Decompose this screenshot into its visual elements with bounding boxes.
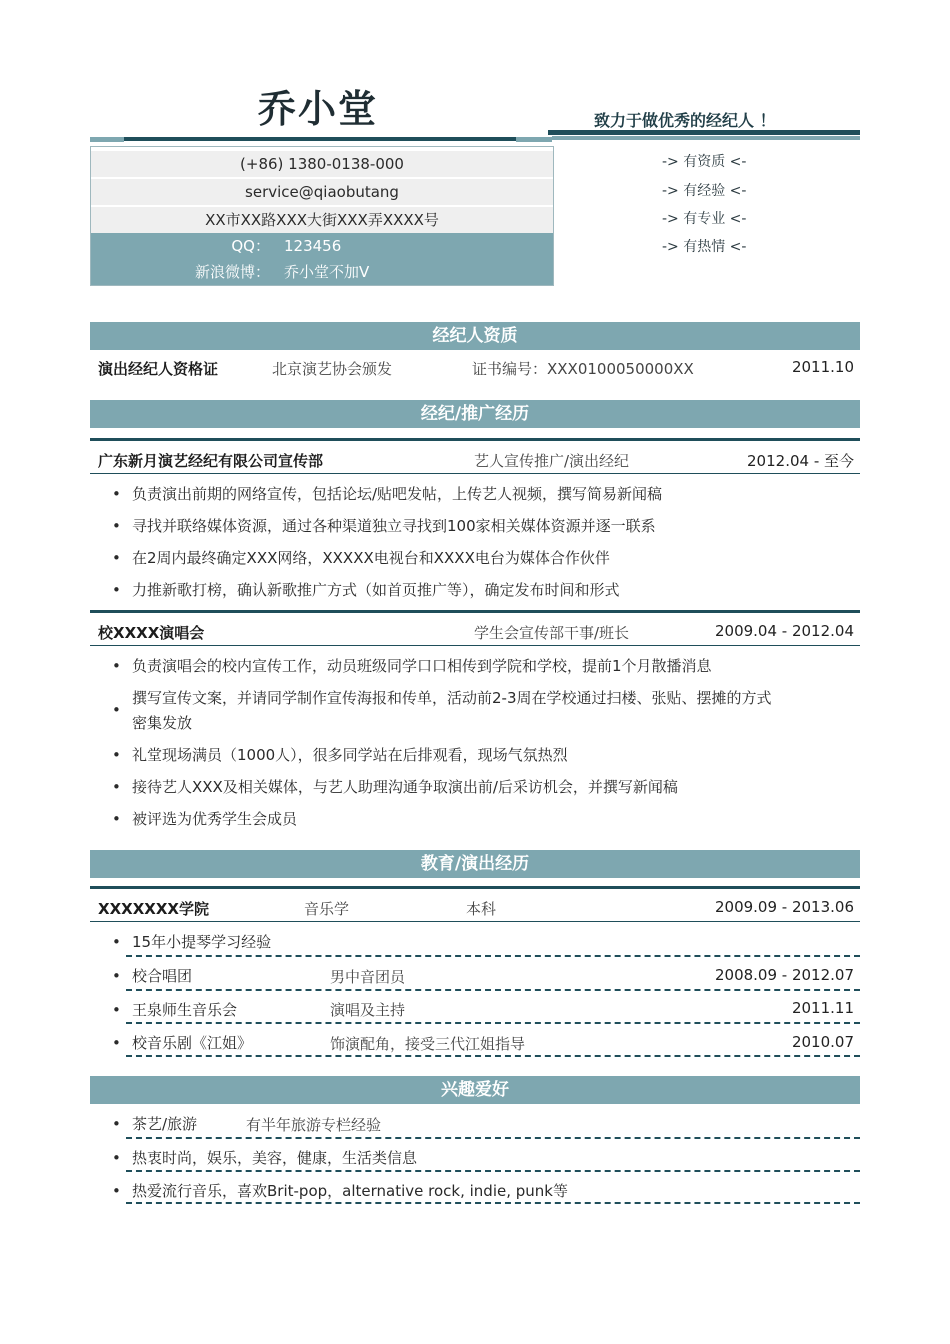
dashed-divider <box>126 1170 860 1172</box>
dashed-divider <box>126 1202 860 1204</box>
edu-item-2-detail: 男中音团员 2008.09 - 2012.07 <box>330 966 854 986</box>
trait-2: -> 有经验 <- <box>662 183 747 199</box>
qq-label: QQ： <box>231 237 270 255</box>
weibo-label: 新浪微博： <box>194 263 270 281</box>
section-experience-title: 经纪/推广经历 <box>90 400 860 428</box>
trait-1: -> 有资质 <- <box>662 154 747 170</box>
header-bar-center <box>124 137 516 141</box>
job2-date: 2009.04 - 2012.04 <box>714 622 854 640</box>
contact-address: XX市XX路XXX大街XXX弄XXXX号 <box>91 207 553 233</box>
dashed-divider <box>126 955 860 957</box>
edu-thin-rule <box>90 921 860 922</box>
edu-item-4-detail: 饰演配角，接受三代江姐指导 2010.07 <box>330 1033 854 1053</box>
job1-role: 艺人宣传推广/演出经纪 <box>474 452 630 470</box>
job1-header <box>90 450 860 472</box>
job2-header <box>90 622 860 644</box>
dashed-divider <box>126 1055 860 1057</box>
edu-item-3-detail: 演唱及主持 2011.11 <box>330 999 854 1019</box>
edu-top-rule <box>90 886 860 889</box>
slogan: 致力于做优秀的经纪人 ！ <box>594 111 776 130</box>
slogan-bar-light <box>552 136 860 140</box>
job1-date: 2012.04 - 至今 <box>747 452 854 470</box>
job1-org: 广东新月演艺经纪有限公司宣传部 <box>98 452 324 470</box>
cert-issuer: 北京演艺协会颁发 <box>272 360 393 378</box>
trait-3: -> 有专业 <- <box>662 211 747 227</box>
job1-thin-rule <box>90 473 860 474</box>
header-bar-left <box>90 137 124 142</box>
trait-4: -> 有热情 <- <box>662 239 747 255</box>
contact-phone: (+86) 1380-0138-000 <box>91 151 553 177</box>
weibo-value: 乔小堂不加V <box>284 263 370 281</box>
cert-number: 证书编号：XXX0100050000XX <box>472 360 694 378</box>
dashed-divider <box>126 989 860 991</box>
job2-thin-rule <box>90 645 860 646</box>
dashed-divider <box>126 1022 860 1024</box>
section-hobbies-title: 兴趣爱好 <box>90 1076 860 1104</box>
cert-date: 2011.10 <box>791 358 854 376</box>
edu-degree: 本科 <box>466 900 497 918</box>
edu-school: XXXXXXX学院 <box>98 900 209 918</box>
qq-value: 123456 <box>284 237 342 255</box>
edu-header <box>90 898 860 920</box>
edu-major: 音乐学 <box>304 900 350 918</box>
contact-weibo <box>91 259 553 285</box>
slogan-bar-dark <box>548 130 860 135</box>
hobby-1-detail: 有半年旅游专栏经验 <box>246 1116 382 1134</box>
section-qualification-title: 经纪人资质 <box>90 322 860 350</box>
contact-card <box>90 146 554 286</box>
job2-top-rule <box>90 610 860 613</box>
contact-qq <box>91 233 553 259</box>
job1-top-rule <box>90 438 860 441</box>
section-education-title: 教育/演出经历 <box>90 850 860 878</box>
job2-org: 校XXXX演唱会 <box>98 624 205 642</box>
edu-date: 2009.09 - 2013.06 <box>714 898 854 916</box>
cert-name: 演出经纪人资格证 <box>98 360 219 378</box>
contact-email: service@qiaobutang <box>91 179 553 205</box>
resume-name: 乔小堂 <box>258 87 379 131</box>
qualification-row <box>90 358 860 380</box>
job2-role: 学生会宣传部干事/班长 <box>474 624 630 642</box>
header-bar-right <box>516 137 552 142</box>
dashed-divider <box>126 1137 860 1139</box>
